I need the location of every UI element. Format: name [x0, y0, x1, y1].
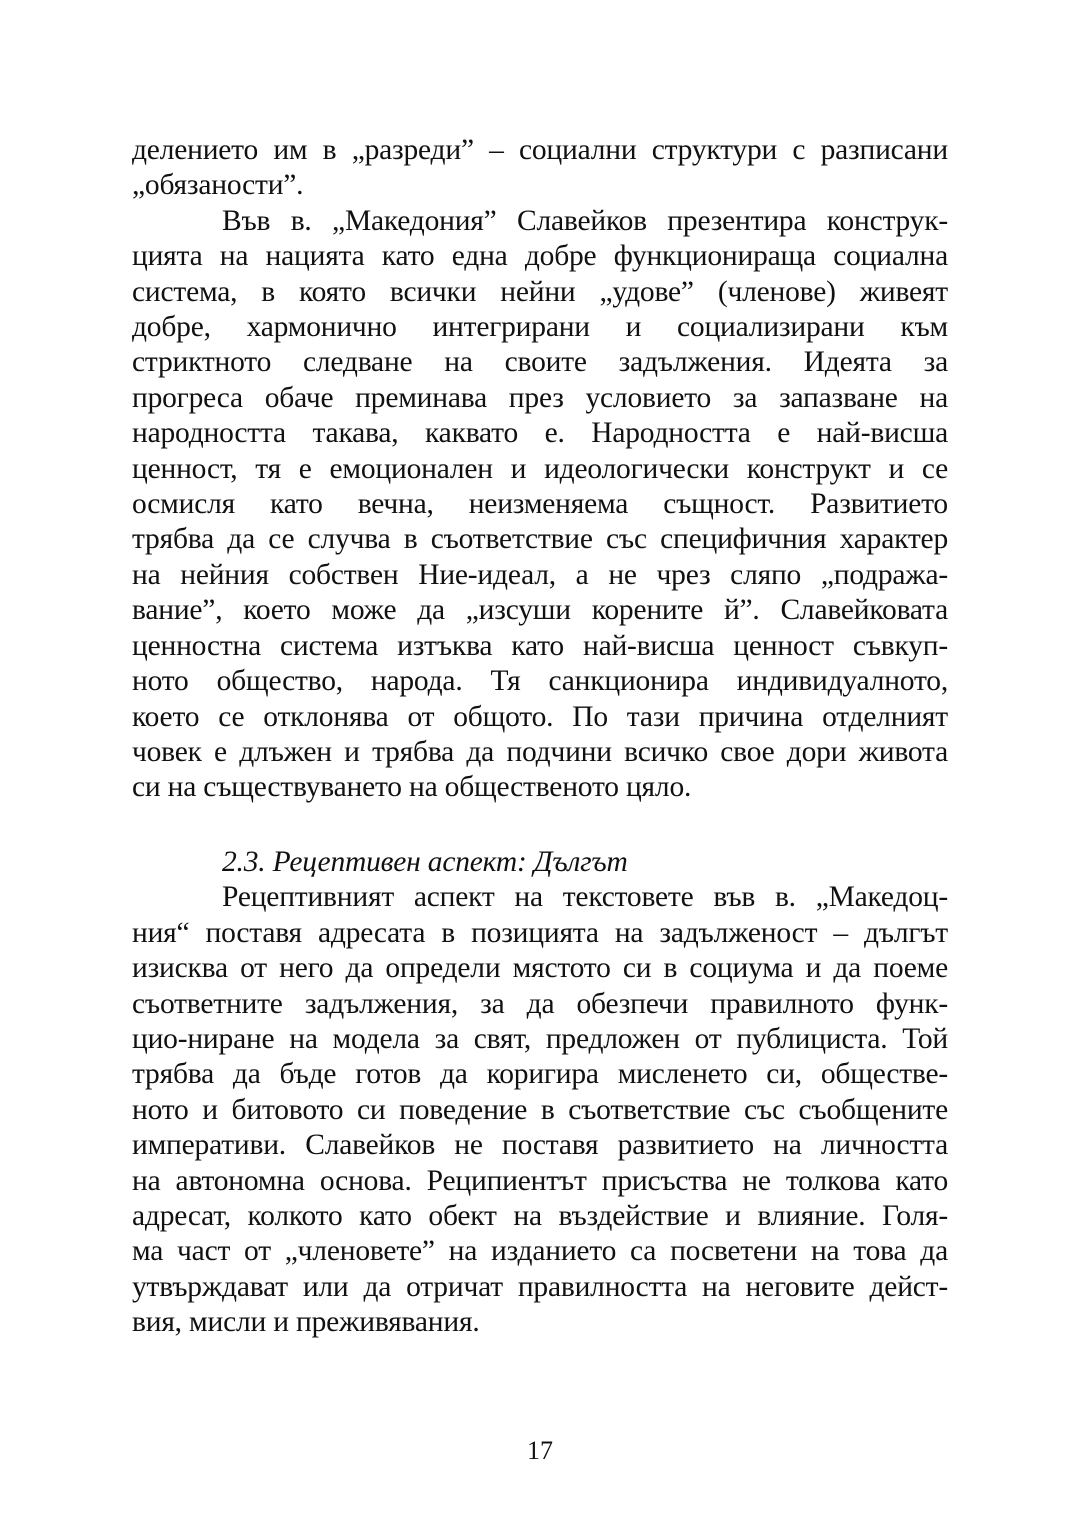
text-line: добре, хармонично интегрирани и социализирани към	[132, 311, 948, 344]
text-line: цията на нацията като една добре функционираща социална	[132, 240, 948, 273]
paragraph-macedonia	[132, 204, 948, 806]
text-line: цио-ниране на модела за свят, предложен от публициста. Той	[132, 1023, 948, 1056]
paragraph-receptive	[132, 880, 948, 1340]
text-line: трябва да бъде готов да коригира мисленето си, обществе-	[132, 1058, 948, 1091]
text-line: на нейния собствен Ние-идеал, а не чрез сляпо „подража-	[132, 558, 948, 591]
section-heading: 2.3. Рецептивен аспект: Дългът	[222, 846, 628, 878]
text-line: Във в. „Македония” Славейков презентира конструк-	[222, 204, 948, 237]
text-line: адресат, колкото като обект на въздействие и влияние. Голя-	[132, 1200, 948, 1233]
text-line: трябва да се случва в съответствие със специфичния характер	[132, 523, 948, 556]
text-line: което се отклонява от общото. По тази причина отделният	[132, 700, 948, 733]
text-block-upper	[132, 133, 948, 806]
text-line: ното общество, народа. Тя санкционира индивидуалното,	[132, 665, 948, 698]
text-line: стриктното следване на своите задължения. Идеята за	[132, 346, 948, 379]
text-line: осмисля като вечна, неизменяема същност. Развитието	[132, 488, 948, 521]
text-line: изисква от него да определи мястото си в социума и да поеме	[132, 952, 948, 985]
text-line: на автономна основа. Реципиентът присъства не толкова като	[132, 1164, 948, 1197]
text-line: утвърждават или да отричат правилността на неговите дейст-	[132, 1270, 948, 1303]
text-line: ценност, тя е емоционален и идеологически конструкт и се	[132, 452, 948, 485]
text-line: императиви. Славейков не поставя развитието на личността	[132, 1129, 948, 1162]
text-line: ното и битовото си поведение в съответствие със съобщените	[132, 1093, 948, 1126]
text-line: вание”, което може да „изсуши корените й”. Славейковата	[132, 594, 948, 627]
text-line: съответните задължения, за да обезпечи правилното функ-	[132, 987, 948, 1020]
text-line: Рецептивният аспект на текстовете във в. „Македоц-	[222, 881, 948, 914]
text-line: система, в която всички нейни „удове” (членове) живеят	[132, 275, 948, 308]
text-line: вия, мисли и преживявания.	[132, 1306, 480, 1339]
text-line: ма част от „членовете” на изданието са посветени на това да	[132, 1235, 948, 1268]
text-line: си на съществуването на общественото цяло.	[132, 771, 692, 804]
text-line: ния“ поставя адресата в позицията на задълженост – дългът	[132, 916, 948, 949]
paragraph-continued	[132, 133, 948, 204]
page-number: 17	[527, 1436, 553, 1465]
text-block-lower	[132, 845, 948, 1341]
text-line: делението им в „разреди” – социални структури с разписани	[132, 134, 948, 166]
text-line: прогреса обаче преминава през условието за запазване на	[132, 381, 948, 414]
text-line: човек е длъжен и трябва да подчини всичко свое дори живота	[132, 735, 948, 768]
text-line: ценностна система изтъква като най-висша ценност съвкуп-	[132, 629, 948, 662]
text-line: народността такава, каквато е. Народността е най-висша	[132, 417, 948, 450]
text-line: „обязаности”.	[132, 169, 304, 202]
